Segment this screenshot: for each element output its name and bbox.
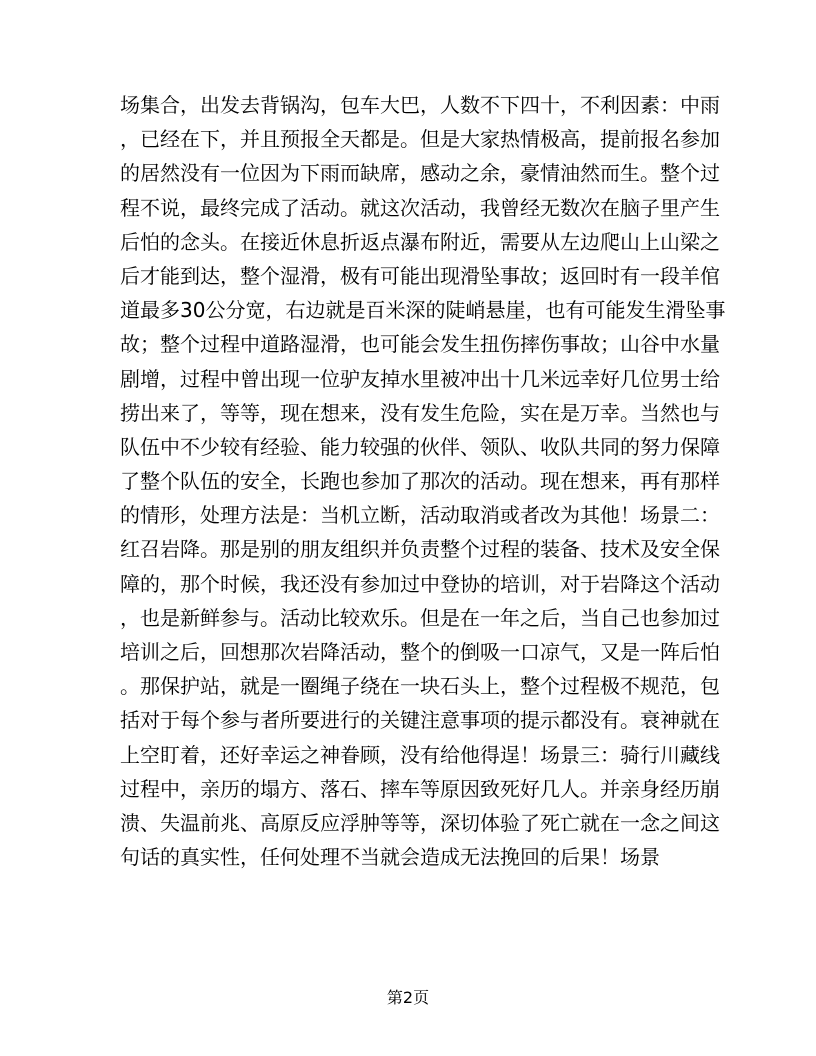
text-line: ，已经在下，并且预报全天都是。但是大家热情极高，提前报名参加 <box>120 127 720 152</box>
text-line: 溃、失温前兆、高原反应浮肿等等，深切体验了死亡就在一念之间这 <box>120 810 720 835</box>
text-line: 程不说，最终完成了活动。就这次活动，我曾经无数次在脑子里产生 <box>120 195 720 220</box>
text-line: 后才能到达，整个湿滑，极有可能出现滑坠事故；返回时有一段羊倌 <box>120 263 720 288</box>
text-line: 培训之后，回想那次岩降活动，整个的倒吸一口凉气，又是一阵后怕 <box>120 640 720 664</box>
text-line: 上空盯着，还好幸运之神眷顾，没有给他得逞！场景三：骑行川藏线 <box>120 742 720 767</box>
text-line: 场集合，出发去背锅沟，包车大巴，人数不下四十，不利因素：中雨 <box>120 93 720 117</box>
text-line: 了整个队伍的安全，长跑也参加了那次的活动。现在想来，再有那样 <box>120 469 720 494</box>
text-line: 捞出来了，等等，现在想来，没有发生危险，实在是万幸。当然也与 <box>120 400 720 425</box>
text-line: 剧增，过程中曾出现一位驴友掉水里被冲出十几米远幸好几位男士给 <box>120 366 720 391</box>
text-line: 句话的真实性，任何处理不当就会造成无法挽回的后果！场景 <box>120 845 660 870</box>
text-line: 括对于每个参与者所要进行的关键注意事项的提示都没有。衰神就在 <box>120 708 720 733</box>
text-line: 的情形，处理方法是：当机立断，活动取消或者改为其他！场景二： <box>120 503 720 528</box>
text-line: 障的，那个时候，我还没有参加过中登协的培训，对于岩降这个活动 <box>120 571 720 596</box>
text-line: 后怕的念头。在接近休息折返点瀑布附近，需要从左边爬山上山梁之 <box>120 229 720 254</box>
page-number: 第2页 <box>386 988 430 1007</box>
body-text <box>120 88 726 874</box>
text-line: 。那保护站，就是一圈绳子绕在一块石头上，整个过程极不规范，包 <box>120 674 720 699</box>
text-line: 队伍中不少较有经验、能力较强的伙伴、领队、收队共同的努力保障 <box>120 434 720 459</box>
text-line: 的居然没有一位因为下雨而缺席，感动之余，豪情油然而生。整个过 <box>120 161 720 186</box>
text-line: 故；整个过程中道路湿滑，也可能会发生扭伤摔伤事故；山谷中水量 <box>120 332 720 357</box>
text-line: 过程中，亲历的塌方、落石、摔车等原因致死好几人。并亲身经历崩 <box>120 776 720 801</box>
text-line: ，也是新鲜参与。活动比较欢乐。但是在一年之后，当自己也参加过 <box>120 605 720 630</box>
text-line: 道最多30公分宽，右边就是百米深的陡峭悬崖，也有可能发生滑坠事 <box>120 298 726 323</box>
text-line: 红召岩降。那是别的朋友组织并负责整个过程的装备、技术及安全保 <box>120 537 720 562</box>
